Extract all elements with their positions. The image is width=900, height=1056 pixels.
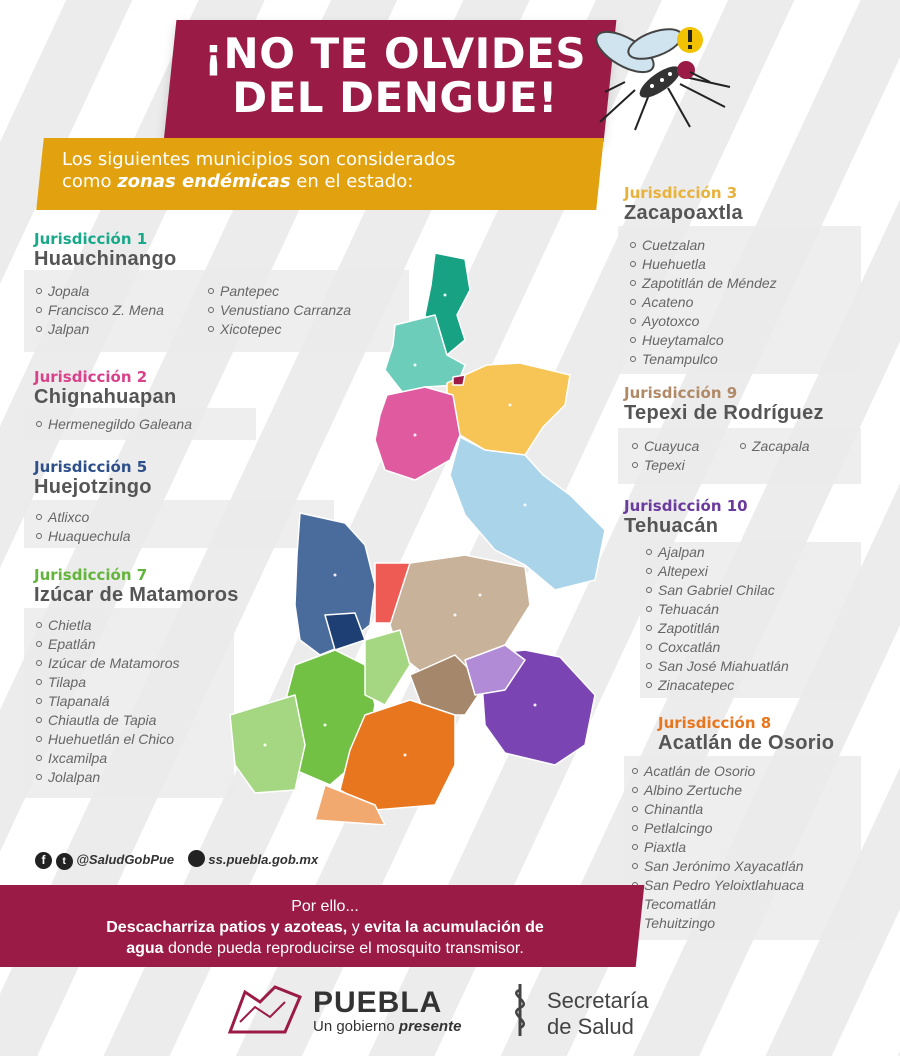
jurisdiction-name: Huejotzingo — [34, 476, 152, 498]
jurisdiction-1 — [34, 230, 177, 270]
jurisdiction-name: Huauchinango — [34, 248, 177, 270]
municipality-item — [632, 876, 804, 895]
municipality-name: Piaxtla — [644, 839, 687, 855]
tagline-pre: Un gobierno — [313, 1018, 399, 1035]
j9-list-col1 — [632, 437, 699, 475]
jurisdiction-2 — [34, 368, 177, 408]
municipality-name: Tilapa — [48, 674, 87, 690]
puebla-logo — [225, 980, 485, 1040]
bullet-icon — [630, 242, 636, 248]
bullet-icon — [646, 644, 652, 650]
jurisdiction-name: Tepexi de Rodríguez — [624, 402, 824, 424]
tagline-em: presente — [398, 1018, 462, 1035]
municipality-name: Tecomatlán — [644, 896, 716, 912]
municipality-name: Tlapanalá — [48, 693, 110, 709]
bullet-icon — [36, 717, 42, 723]
municipality-name: Zinacatepec — [658, 677, 735, 693]
municipality-item — [632, 895, 804, 914]
municipality-name: Tenampulco — [642, 351, 718, 367]
municipality-item — [36, 320, 164, 339]
bullet-icon — [646, 663, 652, 669]
municipality-name: Epatlán — [48, 636, 96, 652]
municipality-item — [36, 711, 180, 730]
municipality-item — [646, 600, 789, 619]
municipality-name: Huaquechula — [48, 528, 131, 544]
title-line-2: DEL DENGUE! — [232, 73, 558, 122]
bullet-icon — [740, 443, 746, 449]
municipality-name: Huehuetla — [642, 256, 706, 272]
municipality-name: Chiautla de Tapia — [48, 712, 157, 728]
municipality-item — [630, 312, 777, 331]
subtitle-post: en el estado: — [290, 171, 414, 192]
subtitle-line-1: Los siguientes municipios son considerados — [62, 149, 456, 170]
jurisdiction-10 — [624, 497, 748, 537]
municipality-name: Chinantla — [644, 801, 704, 817]
map-region-j2 — [375, 387, 460, 480]
municipality-name: Acatlán de Osorio — [644, 763, 756, 779]
bullet-icon — [630, 299, 636, 305]
municipality-name: Tehuacán — [658, 601, 719, 617]
jurisdiction-label: Jurisdicción 8 — [658, 714, 772, 732]
municipality-item — [36, 749, 180, 768]
municipality-item — [36, 616, 180, 635]
municipality-name: San Pedro Yeloixtlahuaca — [644, 877, 805, 893]
bullet-icon — [630, 318, 636, 324]
j5-list — [36, 508, 131, 546]
bullet-icon — [632, 443, 638, 449]
municipality-item — [632, 762, 804, 781]
municipality-name: Acateno — [642, 294, 694, 310]
puebla-tagline — [313, 1018, 461, 1035]
municipality-name: Huehuetlán el Chico — [48, 731, 175, 747]
salud-line-1: Secretaría — [547, 988, 649, 1013]
facebook-icon[interactable]: f — [35, 852, 52, 869]
jurisdiction-label: Jurisdicción 9 — [624, 384, 738, 402]
jurisdiction-3 — [624, 184, 743, 224]
bullet-icon — [646, 682, 652, 688]
bullet-icon — [632, 768, 638, 774]
municipality-item — [630, 274, 777, 293]
title-line-1: ¡NO TE OLVIDES — [203, 29, 587, 78]
bullet-icon — [646, 625, 652, 631]
bottom-line-1: Por ello... — [291, 898, 359, 915]
puebla-name: PUEBLA — [313, 986, 443, 1019]
social-row — [35, 850, 318, 870]
bullet-icon — [36, 514, 42, 520]
subtitle — [62, 149, 582, 193]
page-title — [185, 29, 605, 122]
bullet-icon — [36, 736, 42, 742]
jurisdiction-8 — [658, 714, 834, 754]
bullet-icon — [36, 774, 42, 780]
municipality-name: Xicotepec — [220, 321, 282, 337]
municipality-name: Izúcar de Matamoros — [48, 655, 180, 671]
municipality-name: Hueytamalco — [642, 332, 724, 348]
bottom-rest: donde pueda reproducirse el mosquito transmisor. — [163, 940, 524, 957]
municipality-item — [36, 301, 164, 320]
municipality-name: Pantepec — [220, 283, 280, 299]
jurisdiction-name: Zacapoaxtla — [624, 202, 743, 224]
municipality-item — [632, 456, 699, 475]
jurisdiction-label: Jurisdicción 10 — [624, 497, 748, 515]
jurisdiction-label: Jurisdicción 7 — [34, 566, 148, 584]
municipality-item — [36, 415, 192, 434]
bottom-bold-3: agua — [126, 940, 164, 957]
bullet-icon — [646, 606, 652, 612]
municipality-name: Tehuitzingo — [644, 915, 716, 931]
bullet-icon — [36, 641, 42, 647]
web-icon — [188, 850, 205, 867]
municipality-item — [36, 527, 131, 546]
warning-icon — [677, 27, 703, 53]
municipality-item — [36, 692, 180, 711]
municipality-name: Ajalpan — [658, 544, 705, 560]
bullet-icon — [632, 806, 638, 812]
municipality-name: Jolalpan — [48, 769, 101, 785]
bullet-icon — [632, 787, 638, 793]
bullet-icon — [630, 356, 636, 362]
bullet-icon — [36, 622, 42, 628]
municipality-item — [632, 800, 804, 819]
twitter-icon[interactable]: t — [56, 853, 73, 870]
j2-list — [36, 415, 192, 434]
municipality-item — [36, 282, 164, 301]
subtitle-bold: zonas endémicas — [117, 171, 291, 192]
j8-list — [632, 762, 804, 933]
municipality-item — [646, 562, 789, 581]
mosquito-icon — [590, 12, 740, 142]
bullet-icon — [36, 755, 42, 761]
bullet-icon — [632, 825, 638, 831]
bullet-icon — [632, 462, 638, 468]
salud-logo — [505, 980, 695, 1040]
bullet-icon — [208, 288, 214, 294]
municipality-name: Coxcatlán — [658, 639, 721, 655]
municipality-item — [646, 657, 789, 676]
municipality-item — [632, 781, 804, 800]
bottom-line-2 — [20, 917, 630, 938]
jurisdiction-name: Tehuacán — [624, 515, 719, 537]
jurisdiction-name: Chignahuapan — [34, 386, 177, 408]
municipality-item — [632, 838, 804, 857]
bottom-bold-2: evita la acumulación de — [364, 919, 544, 936]
salud-line-2: de Salud — [547, 1014, 634, 1039]
bullet-icon — [36, 288, 42, 294]
municipality-item — [632, 914, 804, 933]
jurisdiction-label: Jurisdicción 1 — [34, 230, 148, 248]
bullet-icon — [632, 844, 638, 850]
municipality-name: San Jerónimo Xayacatlán — [644, 858, 804, 874]
municipality-item — [630, 331, 777, 350]
municipality-item — [646, 619, 789, 638]
municipality-name: Hermenegildo Galeana — [48, 416, 192, 432]
municipality-name: Jopala — [48, 283, 90, 299]
bullet-icon — [36, 698, 42, 704]
municipality-name: Venustiano Carranza — [220, 302, 352, 318]
municipality-name: Jalpan — [48, 321, 90, 337]
jurisdiction-label: Jurisdicción 5 — [34, 458, 148, 476]
municipality-name: Zapotitlán — [658, 620, 720, 636]
bullet-icon — [36, 421, 42, 427]
municipality-item — [646, 581, 789, 600]
municipality-item — [36, 730, 180, 749]
bullet-icon — [646, 568, 652, 574]
bullet-icon — [646, 587, 652, 593]
municipality-name: Albino Zertuche — [644, 782, 743, 798]
j3-list — [630, 236, 777, 369]
municipality-item — [630, 255, 777, 274]
bullet-icon — [630, 280, 636, 286]
municipality-name: Altepexi — [658, 563, 708, 579]
bullet-icon — [36, 307, 42, 313]
municipality-name: Chietla — [48, 617, 92, 633]
subtitle-pre: como — [62, 171, 118, 192]
bullet-icon — [208, 326, 214, 332]
jurisdiction-name: Izúcar de Matamoros — [34, 584, 239, 606]
jurisdiction-label: Jurisdicción 2 — [34, 368, 148, 386]
bottom-line-3 — [20, 938, 630, 959]
j9-list-col2 — [740, 437, 810, 456]
j1-list-col1 — [36, 282, 164, 339]
municipality-item — [36, 673, 180, 692]
jurisdiction-label: Jurisdicción 3 — [624, 184, 738, 202]
puebla-emblem-icon — [225, 982, 305, 1038]
j7-list — [36, 616, 180, 787]
municipality-item — [36, 508, 131, 527]
municipality-name: Atlixco — [48, 509, 90, 525]
puebla-map — [225, 245, 605, 825]
municipality-name: San Gabriel Chilac — [658, 582, 775, 598]
municipality-item — [740, 437, 810, 456]
caduceus-icon — [505, 982, 535, 1038]
social-handle[interactable]: @SaludGobPue — [76, 852, 175, 867]
bullet-icon — [632, 863, 638, 869]
bullet-icon — [208, 307, 214, 313]
municipality-item — [36, 635, 180, 654]
municipality-item — [632, 819, 804, 838]
municipality-name: Cuetzalan — [642, 237, 706, 253]
municipality-name: Ayotoxco — [642, 313, 700, 329]
municipality-item — [630, 236, 777, 255]
municipality-name: Zacapala — [752, 438, 810, 454]
bullet-icon — [630, 261, 636, 267]
municipality-name: Petlalcingo — [644, 820, 713, 836]
bottom-mid: y — [347, 919, 365, 936]
municipality-item — [632, 857, 804, 876]
municipality-name: San José Miahuatlán — [658, 658, 789, 674]
municipality-name: Ixcamilpa — [48, 750, 108, 766]
jurisdiction-9 — [624, 384, 824, 424]
bullet-icon — [646, 549, 652, 555]
municipality-item — [646, 543, 789, 562]
website-link[interactable]: ss.puebla.gob.mx — [208, 852, 319, 867]
bottom-message — [20, 896, 630, 959]
municipality-item — [36, 768, 180, 787]
bottom-bold-1: Descacharriza patios y azoteas, — [106, 919, 348, 936]
municipality-item — [646, 676, 789, 695]
subtitle-line-2 — [62, 171, 582, 193]
municipality-item — [646, 638, 789, 657]
jurisdiction-name: Acatlán de Osorio — [658, 732, 835, 754]
jurisdiction-7 — [34, 566, 239, 606]
municipality-name: Francisco Z. Mena — [48, 302, 164, 318]
j10-list — [646, 543, 789, 695]
jurisdiction-5 — [34, 458, 152, 498]
municipality-name: Zapotitlán de Méndez — [642, 275, 777, 291]
bullet-icon — [36, 679, 42, 685]
municipality-item — [632, 437, 699, 456]
municipality-item — [36, 654, 180, 673]
municipality-name: Cuayuca — [644, 438, 700, 454]
bullet-icon — [630, 337, 636, 343]
municipality-name: Tepexi — [644, 457, 685, 473]
bullet-icon — [36, 326, 42, 332]
municipality-item — [630, 350, 777, 369]
bullet-icon — [36, 660, 42, 666]
bullet-icon — [36, 533, 42, 539]
municipality-item — [630, 293, 777, 312]
